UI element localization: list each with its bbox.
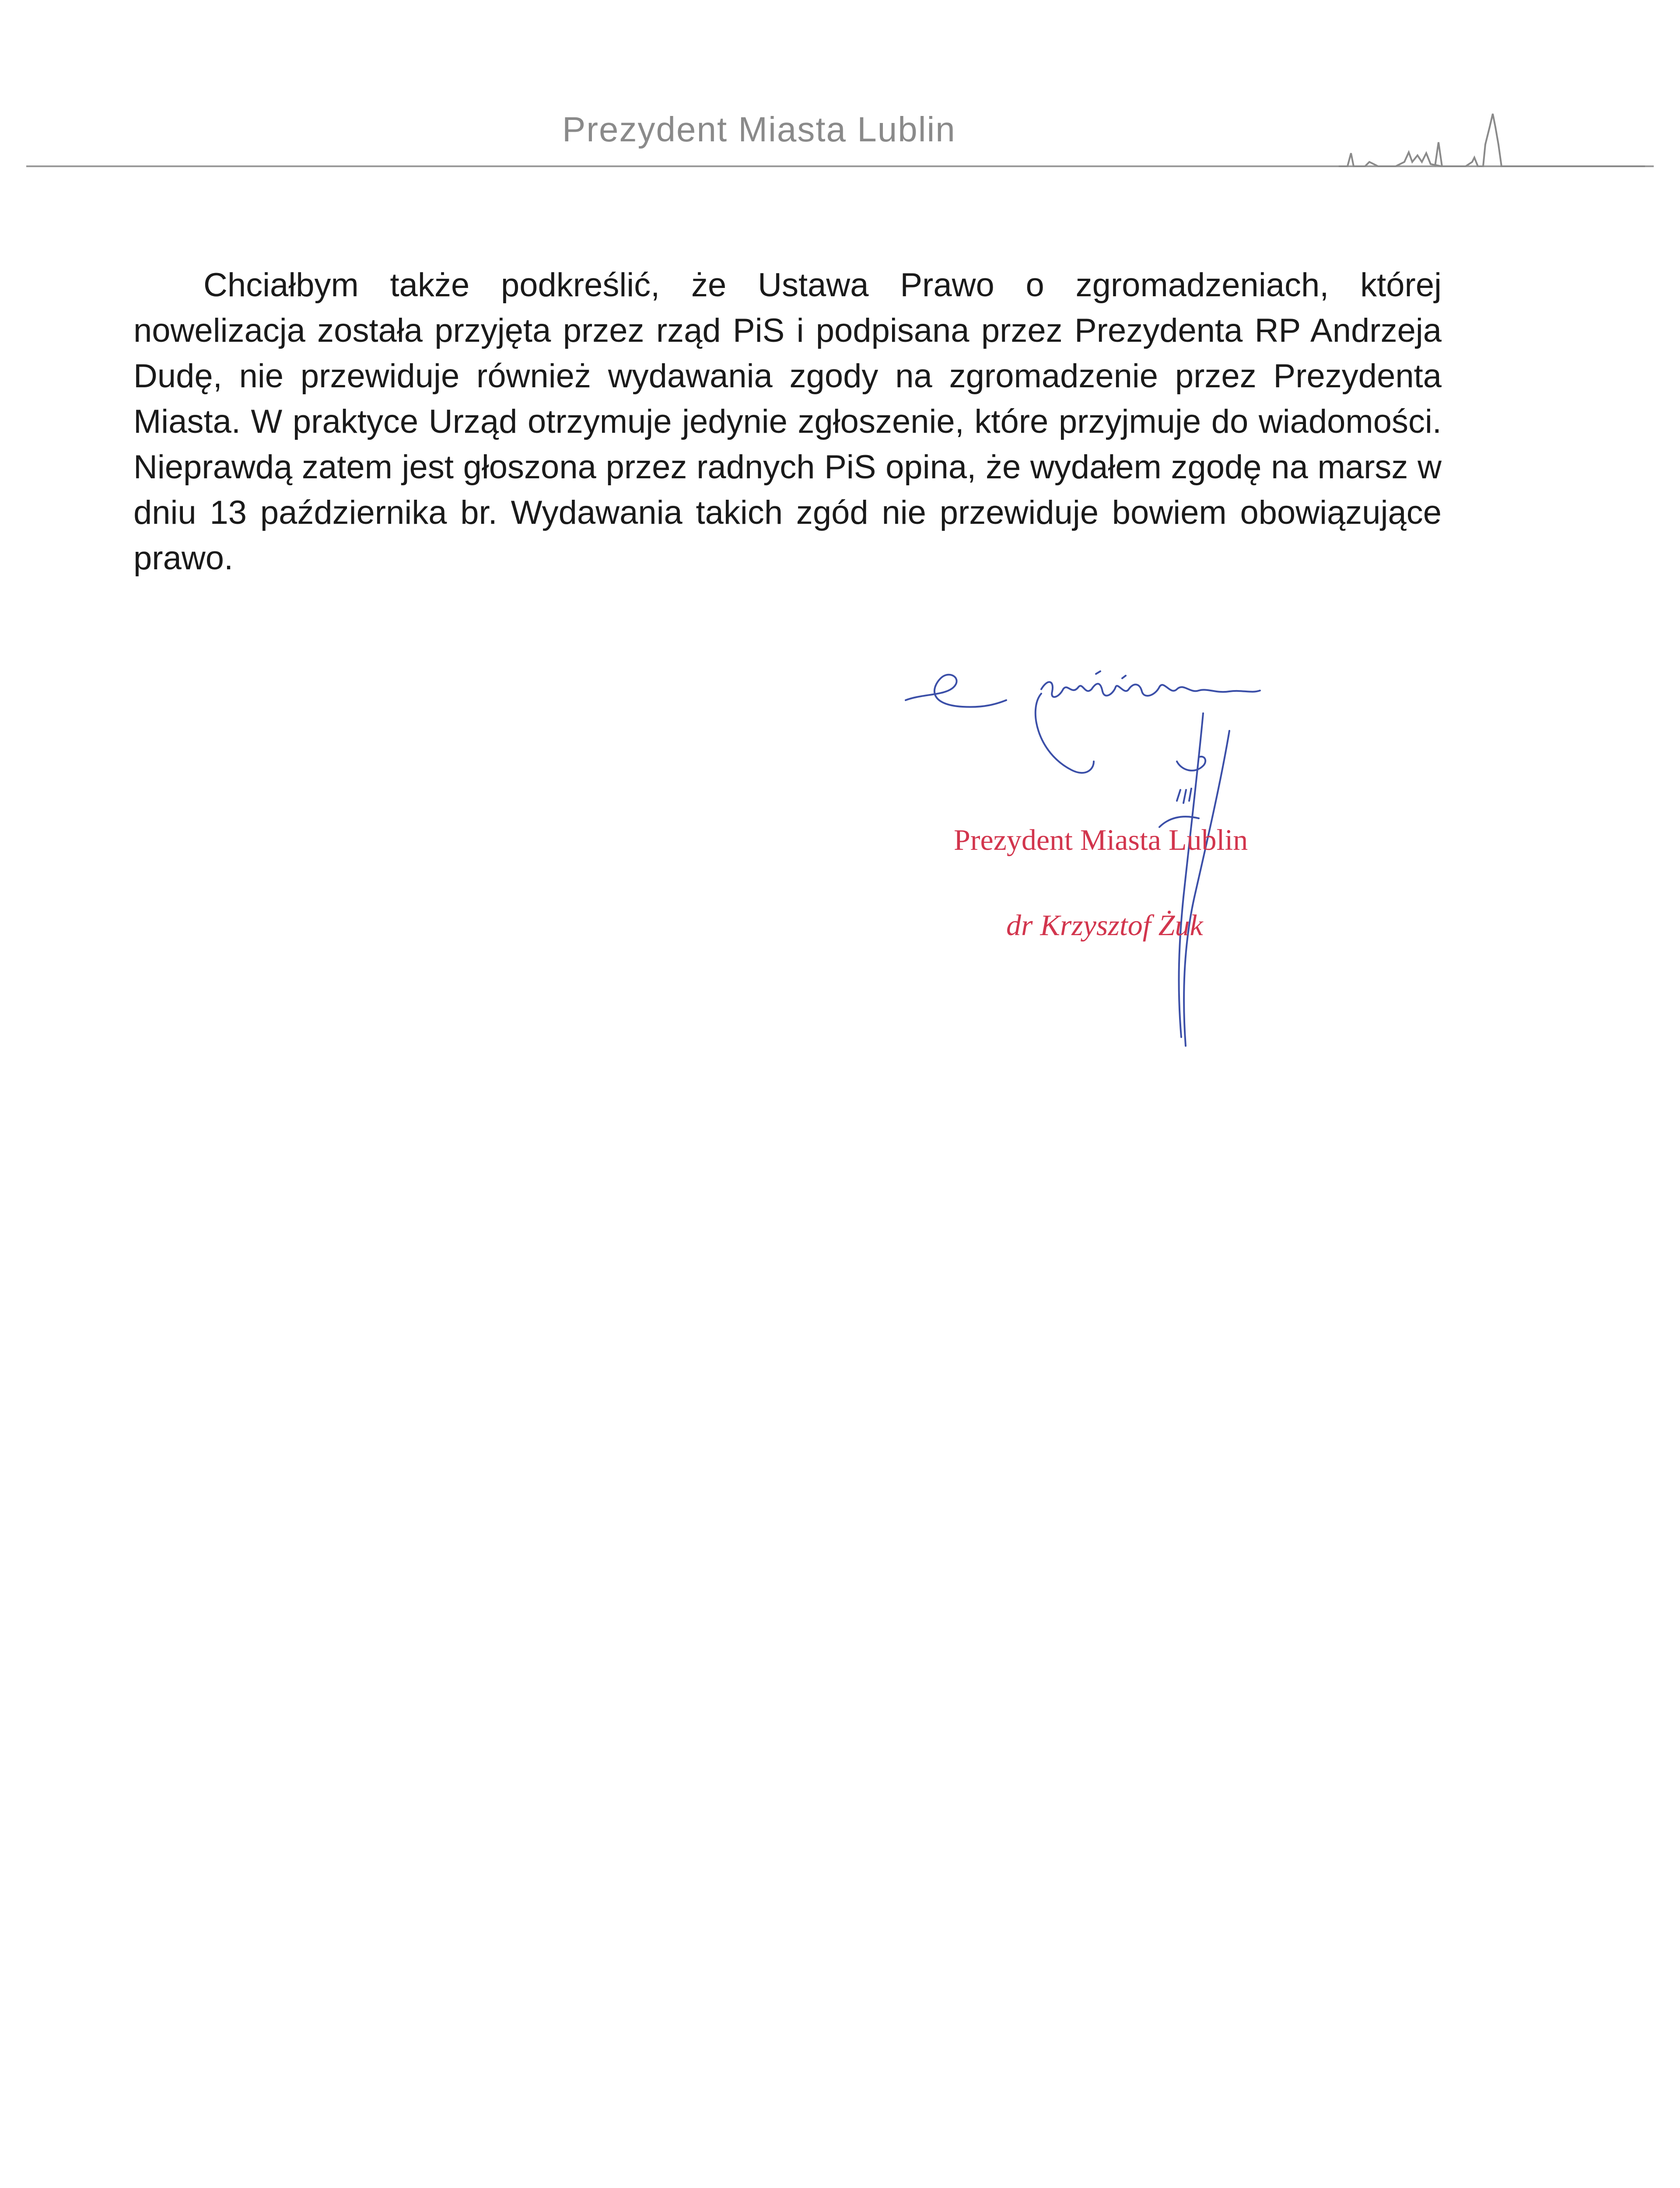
stamp-name: dr Krzysztof Żuk: [1006, 908, 1203, 942]
letter-body-paragraph: Chciałbym także podkreślić, że Ustawa Prawo o zgromadzeniach, której nowelizacja została przyjęta przez rząd PiS i podpisana przez Prezydenta RP Andrzeja Dudę, nie przewiduje również wydawania zgody na zgromadzenie przez Prezydenta Miasta. W praktyce Urząd otrzymuje jedynie zgłoszenie, które przyjmuje do wiadomości. Nieprawdą zatem jest głoszona przez radnych PiS opina, że wydałem zgodę na marsz w dniu 13 października br. Wydawania takich zgód nie przewiduje bowiem obowiązujące prawo.: [133, 266, 1442, 577]
handwritten-signature: [897, 652, 1378, 1090]
letterhead-title: Prezydent Miasta Lublin: [562, 110, 956, 149]
city-skyline-logo-icon: [1339, 101, 1654, 179]
stamp-title: Prezydent Miasta Lublin: [954, 823, 1248, 856]
